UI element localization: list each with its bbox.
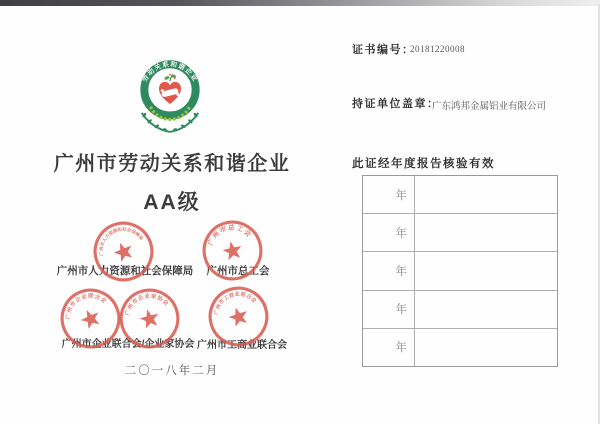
star-icon <box>138 307 161 329</box>
red-seal-stamp-icon <box>82 210 164 292</box>
verification-cell <box>415 252 557 289</box>
issue-date: 二〇一八年二月 <box>124 365 220 377</box>
holder-seal-label: 持证单位盖章： <box>352 98 440 110</box>
star-icon <box>111 239 136 263</box>
issuer-label-human-resources-bureau: 广州市人力资源和社会保障局 <box>56 265 194 277</box>
year-cell: 年 <box>363 291 415 328</box>
table-row <box>363 214 557 252</box>
holder-company-name: 广东鸿邦金属铝业有限公司 <box>432 102 547 112</box>
star-icon <box>226 305 250 328</box>
svg-text:广州市工商业联合会: 广州市工商业联合会 <box>213 291 258 316</box>
year-cell: 年 <box>363 329 415 366</box>
year-cell: 年 <box>363 214 415 251</box>
verification-cell <box>415 176 557 213</box>
verification-cell <box>415 329 557 366</box>
issuer-label-enterprise-federation: 广州市企业联合会/企业家协会 <box>61 339 195 350</box>
harmony-logo-icon <box>124 56 216 145</box>
cert-number-value: 20181220008 <box>410 44 465 54</box>
table-row <box>363 329 557 366</box>
table-row <box>363 176 557 214</box>
issuer-label-industry-commerce-federation: 广州市工商业联合会 <box>197 340 287 351</box>
cert-number-label: 证书编号： <box>352 44 415 56</box>
certificate-title: 广州市劳动关系和谐企业 <box>53 153 291 175</box>
annual-verification-heading: 此证经年度报告核验有效 <box>352 158 495 170</box>
svg-text:广州市人力资源和社会保障局: 广州市人力资源和社会保障局 <box>98 226 145 257</box>
year-cell: 年 <box>363 252 415 289</box>
issuer-label-trade-union: 广州市总工会 <box>206 265 270 277</box>
verification-cell <box>415 291 557 328</box>
certificate-grade: AA级 <box>143 191 201 214</box>
certificate-details <box>344 0 600 424</box>
annual-verification-table <box>362 175 558 367</box>
verification-cell <box>415 214 557 251</box>
year-cell: 年 <box>363 176 415 213</box>
table-row <box>363 252 557 290</box>
logo-ring-text: 劳动关系和谐企业 <box>141 61 199 84</box>
star-icon <box>78 306 103 330</box>
svg-text:广州市企业联合会: 广州市企业联合会 <box>65 293 108 320</box>
svg-text:广州市总工会: 广州市总工会 <box>207 224 253 247</box>
svg-text:广州市企业家协会: 广州市企业家协会 <box>124 293 170 317</box>
star-icon <box>221 239 244 261</box>
table-row <box>363 291 557 329</box>
